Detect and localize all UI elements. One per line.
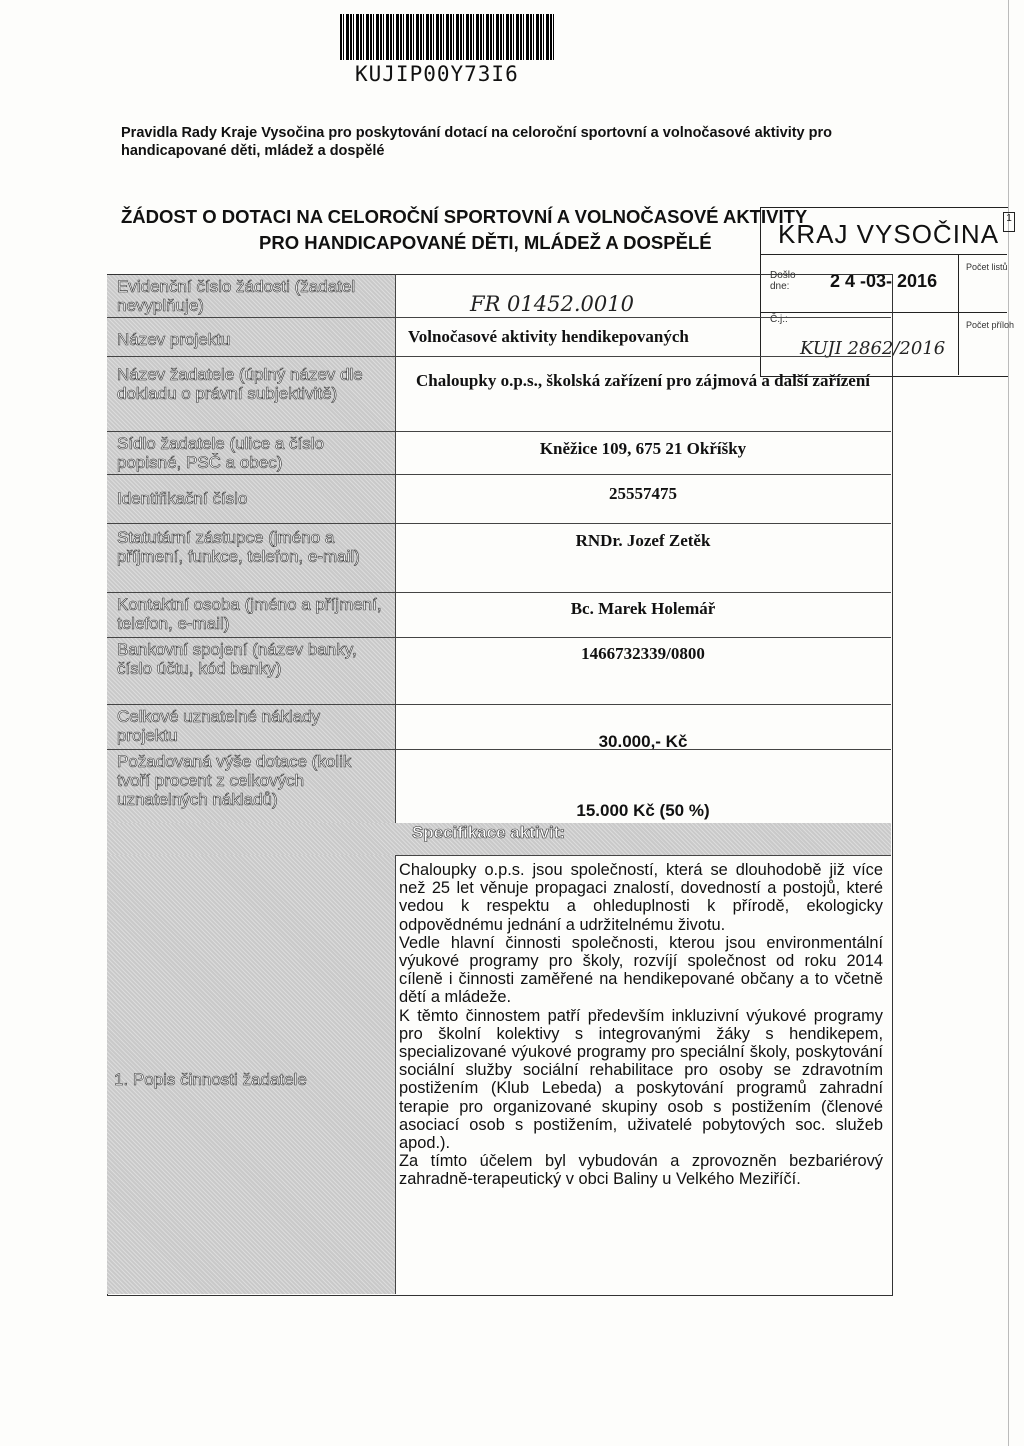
form-title-line2: PRO HANDICAPOVANÉ DĚTI, MLÁDEŽ A DOSPĚLÉ (259, 232, 712, 253)
stamp-ref-value: KUJI 2862/2016 (800, 338, 946, 359)
value-applicant-name: Chaloupky o.p.s., školská zařízení pro zájmová a další zařízení (416, 371, 870, 390)
specification-title: Specifikace aktivit: (412, 823, 566, 842)
stamp-attachments-label: Počet příloh (966, 320, 1015, 330)
value-statutory-representative: RNDr. Jozef Zetěk (575, 531, 711, 550)
value-identification-number: 25557475 (609, 484, 677, 503)
stamp-received-label: Došlo dne: (770, 270, 796, 292)
value-contact-person: Bc. Marek Holemář (570, 599, 716, 618)
stamp-ref-label: Č.j.: (770, 314, 788, 325)
value-applicant-address: Kněžice 109, 675 21 Okříšky (539, 439, 747, 458)
value-requested-subsidy: 15.000 Kč (50 %) (576, 801, 710, 820)
value-eligible-costs: 30.000,- Kč (598, 732, 688, 751)
label-eligible-costs: Celkové uznatelné náklady projektu (107, 705, 395, 749)
label-identification-number: Identifikační číslo (107, 475, 395, 523)
description-paragraph: Vedle hlavní činnosti společnosti, kterou jsou environmentální výukové programy pro školy, rozvíjí společnost od roku 2014 cíleně i činnosti zaměřené na hendikepované občany a to včetně dětí a mládeže. (399, 933, 883, 1007)
barcode-number: KUJIP00Y73I6 (355, 62, 519, 86)
value-project-name: Volnočasové aktivity hendikepovaných (408, 327, 689, 346)
label-statutory-representative: Statutární zástupce (jméno a příjmení, funkce, telefon, e-mail) (107, 524, 395, 592)
label-requested-subsidy: Požadovaná výše dotace (kolik tvoří procent z celkových uznatelných nákladů) (107, 750, 395, 823)
label-applicant-name: Název žadatele (úplný název dle dokladu o právní subjektivitě) (107, 357, 395, 431)
applicant-activity-description (399, 861, 883, 1189)
stamp-office-name: KRAJ VYSOČINA (778, 219, 1000, 249)
label-registration-number: Evidenční číslo žádosti (žadatel nevyplňuje) (107, 275, 395, 317)
stamp-divider (958, 254, 959, 375)
description-paragraph: K těmto činnostem patří především inkluzivní výukové programy pro školní kolektivy s integrovanými žáky s hendikepem, specializované výukové programy pro speciální školy, poskytování sociální služby sociální rehabilitace pro osoby se zdravotním postižením (Klub Lebeda) a poskytování programů zahradní terapie pro organizované skupiny osob s postižením (členové asociací osob s postižením, uživatelé pobytových soc. služeb apod.). (399, 1006, 883, 1153)
column-divider (395, 855, 396, 1294)
stamp-divider (760, 254, 1007, 255)
label-project-name: Název projektu (107, 318, 395, 356)
stamp-sheets-label: Počet listů (966, 262, 1008, 272)
value-registration-number: FR 01452.0010 (470, 292, 634, 316)
label-applicant-address: Sídlo žadatele (ulice a číslo popisné, PSČ a obec) (107, 432, 395, 474)
stamp-edge-mark: 1 (1003, 212, 1015, 232)
description-label: 1. Popis činnosti žadatele (114, 1070, 307, 1089)
stamp-received-date: 2 4 -03- 2016 (830, 271, 938, 291)
value-bank-account: 1466732339/0800 (581, 644, 705, 663)
description-paragraph: Za tímto účelem byl vybudován a zprovozněn bezbariérový zahradně-terapeutický v obci Baliny u Velkého Meziříčí. (399, 1152, 883, 1189)
form-title-line1: ŽÁDOST O DOTACI NA CELOROČNÍ SPORTOVNÍ A VOLNOČASOVÉ AKTIVITY (121, 206, 808, 227)
label-bank-account: Bankovní spojení (název banky, číslo účtu, kód banky) (107, 638, 395, 704)
column-divider (395, 274, 396, 826)
barcode (340, 14, 555, 60)
rules-heading: Pravidla Rady Kraje Vysočina pro poskytování dotací na celoroční sportovní a volnočasové aktivity pro handicapované děti, mládež a dospělé (121, 125, 832, 159)
description-paragraph: Chaloupky o.p.s. jsou společností, která se dlouhodobě již více než 25 let věnuje propagaci znalostí, dovedností a postojů, které vedou k respektu a ohleduplnosti k přírodě, ekologicky odpovědnému jednání a udržitelnému životu. (399, 861, 883, 934)
label-contact-person: Kontaktní osoba (jméno a příjmení, telefon, e-mail) (107, 593, 395, 637)
